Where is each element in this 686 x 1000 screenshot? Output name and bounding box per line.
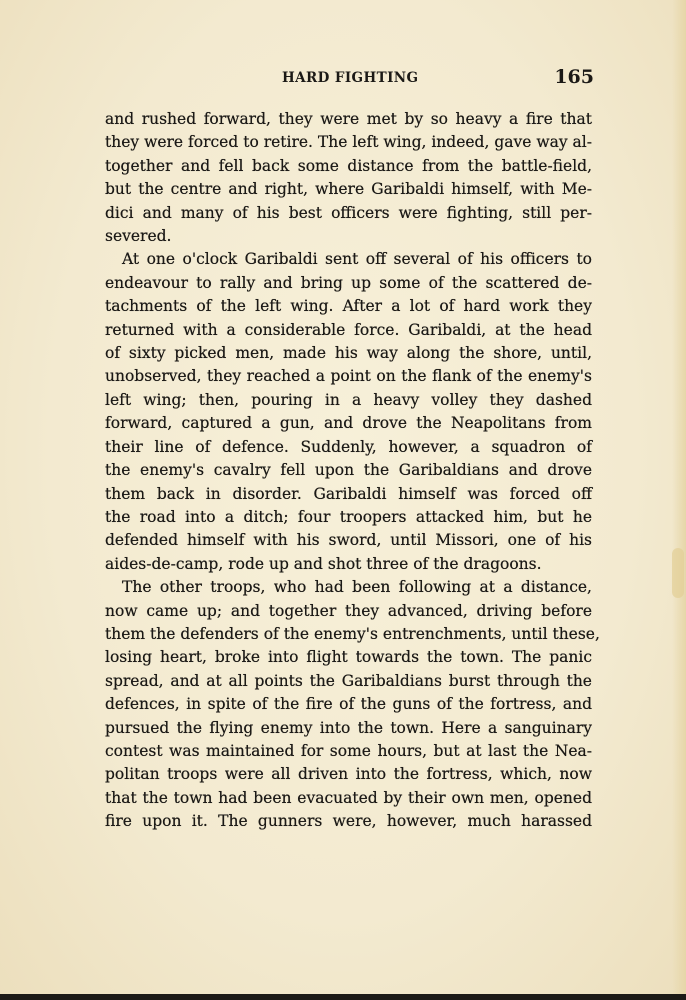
text-line: endeavour to rally and bring up some of the scattered de- — [105, 273, 592, 292]
text-line: defended himself with his sword, until Missori, one of his — [105, 531, 592, 550]
body-text — [105, 108, 600, 834]
text-line: their line of defence. Suddenly, however, a squadron of — [105, 437, 592, 456]
text-line: of sixty picked men, made his way along the shore, until, — [105, 344, 592, 363]
text-line: tachments of the left wing. After a lot of hard work they — [105, 297, 592, 316]
paper-stain — [672, 548, 684, 598]
page-header — [0, 66, 686, 96]
page-edge-shading — [672, 0, 686, 1000]
text-line: dici and many of his best officers were fighting, still per- — [105, 203, 592, 222]
text-line: now came up; and together they advanced, driving before — [105, 601, 592, 620]
text-line: politan troops were all driven into the fortress, which, now — [105, 765, 592, 784]
text-line: them back in disorder. Garibaldi himself was forced off — [105, 484, 592, 503]
text-line: At one o'clock Garibaldi sent off several of his officers to — [122, 250, 592, 269]
text-line: defences, in spite of the fire of the guns of the fortress, and — [105, 695, 592, 714]
text-line: severed. — [105, 227, 172, 246]
scan-border — [0, 994, 686, 1000]
page-number: 165 — [554, 66, 594, 88]
text-line: the enemy's cavalry fell upon the Garibaldians and drove — [105, 461, 592, 480]
text-line: unobserved, they reached a point on the flank of the enemy's — [105, 367, 592, 386]
text-line: that the town had been evacuated by their own men, opened — [105, 788, 592, 807]
text-line: and rushed forward, they were met by so heavy a fire that — [105, 110, 592, 128]
text-line: them the defenders of the enemy's entrenchments, until these, — [105, 624, 600, 643]
text-line: losing heart, broke into flight towards the town. The panic — [105, 648, 592, 667]
text-line: left wing; then, pouring in a heavy volley they dashed — [105, 390, 592, 409]
text-line: The other troops, who had been following at a distance, — [122, 578, 592, 597]
text-line: aides-de-camp, rode up and shot three of the dragoons. — [105, 554, 542, 573]
text-line: pursued the flying enemy into the town. Here a sanguinary — [105, 718, 592, 737]
running-head: HARD FIGHTING — [282, 70, 419, 86]
text-line: contest was maintained for some hours, but at last the Nea- — [105, 741, 592, 760]
text-line: returned with a considerable force. Garibaldi, at the head — [105, 320, 592, 339]
text-line: spread, and at all points the Garibaldians burst through the — [105, 671, 592, 690]
text-line: fire upon it. The gunners were, however, much harassed — [105, 812, 592, 831]
text-line: but the centre and right, where Garibaldi himself, with Me- — [105, 180, 592, 199]
text-line: forward, captured a gun, and drove the Neapolitans from — [105, 414, 592, 433]
text-line: they were forced to retire. The left wing, indeed, gave way al- — [105, 133, 592, 152]
text-line: the road into a ditch; four troopers attacked him, but he — [105, 507, 592, 526]
text-line: together and fell back some distance from the battle-field, — [105, 156, 592, 175]
